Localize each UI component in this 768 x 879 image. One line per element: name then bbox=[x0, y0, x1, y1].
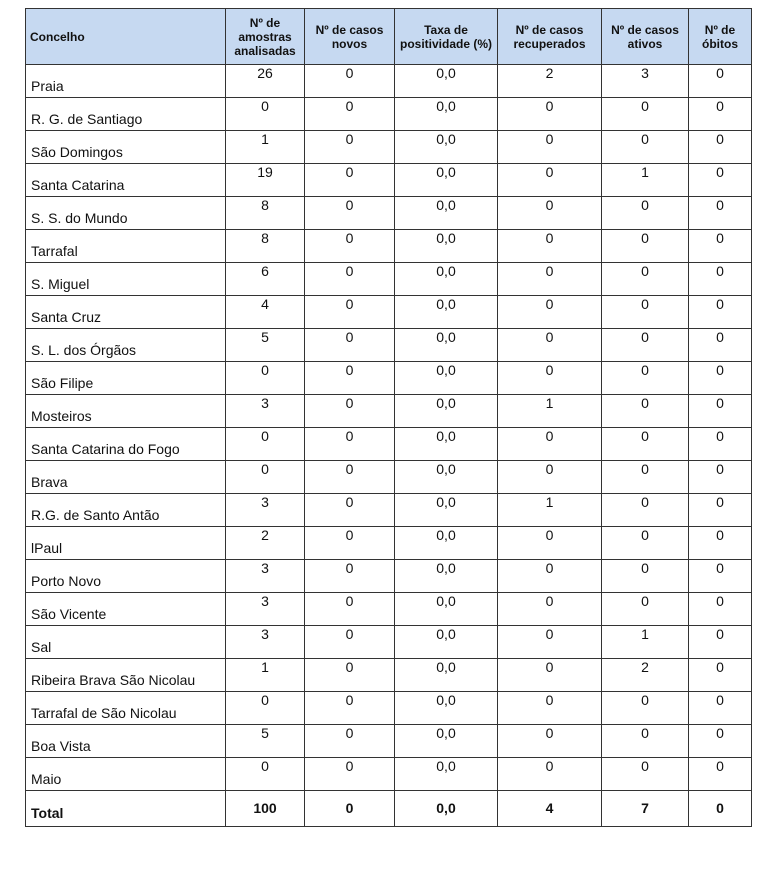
cell-ativos: 0 bbox=[602, 692, 689, 725]
total-cell-taxa: 0,0 bbox=[395, 791, 498, 827]
cell-ativos: 0 bbox=[602, 296, 689, 329]
table-row bbox=[26, 263, 752, 296]
cell-amostras: 19 bbox=[226, 164, 305, 197]
table-row bbox=[26, 560, 752, 593]
cell-recuperados: 0 bbox=[498, 725, 602, 758]
cell-recuperados: 0 bbox=[498, 98, 602, 131]
cell-amostras: 5 bbox=[226, 329, 305, 362]
cell-casos-novos: 0 bbox=[305, 428, 395, 461]
cell-concelho: Sal bbox=[26, 626, 226, 659]
cell-casos-novos: 0 bbox=[305, 659, 395, 692]
cell-recuperados: 1 bbox=[498, 395, 602, 428]
cell-ativos: 0 bbox=[602, 758, 689, 791]
cell-ativos: 0 bbox=[602, 593, 689, 626]
cell-ativos: 0 bbox=[602, 428, 689, 461]
cell-casos-novos: 0 bbox=[305, 692, 395, 725]
table-row bbox=[26, 164, 752, 197]
cell-obitos: 0 bbox=[689, 296, 752, 329]
cell-amostras: 0 bbox=[226, 428, 305, 461]
cell-obitos: 0 bbox=[689, 197, 752, 230]
cell-amostras: 1 bbox=[226, 659, 305, 692]
header-obitos: Nº de óbitos bbox=[689, 9, 752, 65]
total-cell-ativos: 7 bbox=[602, 791, 689, 827]
cell-recuperados: 0 bbox=[498, 197, 602, 230]
cell-obitos: 0 bbox=[689, 329, 752, 362]
total-row bbox=[26, 791, 752, 827]
cell-amostras: 26 bbox=[226, 65, 305, 98]
cell-taxa: 0,0 bbox=[395, 494, 498, 527]
cell-taxa: 0,0 bbox=[395, 263, 498, 296]
total-cell-recuperados: 4 bbox=[498, 791, 602, 827]
cell-casos-novos: 0 bbox=[305, 725, 395, 758]
cell-concelho: São Filipe bbox=[26, 362, 226, 395]
cell-taxa: 0,0 bbox=[395, 395, 498, 428]
cell-amostras: 0 bbox=[226, 98, 305, 131]
table-row bbox=[26, 428, 752, 461]
cell-recuperados: 0 bbox=[498, 758, 602, 791]
cell-concelho: Boa Vista bbox=[26, 725, 226, 758]
cell-ativos: 0 bbox=[602, 230, 689, 263]
table-header-row bbox=[26, 9, 752, 65]
cell-ativos: 0 bbox=[602, 527, 689, 560]
cell-taxa: 0,0 bbox=[395, 593, 498, 626]
cell-concelho: Mosteiros bbox=[26, 395, 226, 428]
cell-ativos: 0 bbox=[602, 725, 689, 758]
cell-ativos: 0 bbox=[602, 494, 689, 527]
cell-recuperados: 0 bbox=[498, 692, 602, 725]
cell-amostras: 1 bbox=[226, 131, 305, 164]
table-row bbox=[26, 296, 752, 329]
cell-ativos: 2 bbox=[602, 659, 689, 692]
cell-recuperados: 0 bbox=[498, 296, 602, 329]
cell-taxa: 0,0 bbox=[395, 560, 498, 593]
cell-concelho: Porto Novo bbox=[26, 560, 226, 593]
cell-amostras: 0 bbox=[226, 758, 305, 791]
cell-amostras: 3 bbox=[226, 626, 305, 659]
cell-concelho: Santa Catarina bbox=[26, 164, 226, 197]
cell-obitos: 0 bbox=[689, 725, 752, 758]
cell-ativos: 0 bbox=[602, 197, 689, 230]
table-row bbox=[26, 692, 752, 725]
cell-casos-novos: 0 bbox=[305, 593, 395, 626]
cell-casos-novos: 0 bbox=[305, 626, 395, 659]
cell-ativos: 0 bbox=[602, 98, 689, 131]
cell-recuperados: 0 bbox=[498, 527, 602, 560]
cell-amostras: 3 bbox=[226, 560, 305, 593]
cell-casos-novos: 0 bbox=[305, 494, 395, 527]
cell-concelho: R.G. de Santo Antão bbox=[26, 494, 226, 527]
cell-taxa: 0,0 bbox=[395, 461, 498, 494]
table-row bbox=[26, 230, 752, 263]
cell-obitos: 0 bbox=[689, 131, 752, 164]
cell-obitos: 0 bbox=[689, 230, 752, 263]
cell-taxa: 0,0 bbox=[395, 758, 498, 791]
cell-obitos: 0 bbox=[689, 560, 752, 593]
header-casos-recuperados: Nº de casos recuperados bbox=[498, 9, 602, 65]
cell-ativos: 0 bbox=[602, 560, 689, 593]
cell-casos-novos: 0 bbox=[305, 65, 395, 98]
cell-amostras: 6 bbox=[226, 263, 305, 296]
table-row bbox=[26, 362, 752, 395]
cell-recuperados: 0 bbox=[498, 626, 602, 659]
table-row bbox=[26, 725, 752, 758]
cell-concelho: S. S. do Mundo bbox=[26, 197, 226, 230]
cell-taxa: 0,0 bbox=[395, 164, 498, 197]
cell-casos-novos: 0 bbox=[305, 131, 395, 164]
cell-taxa: 0,0 bbox=[395, 362, 498, 395]
cell-casos-novos: 0 bbox=[305, 230, 395, 263]
cell-taxa: 0,0 bbox=[395, 527, 498, 560]
cell-casos-novos: 0 bbox=[305, 527, 395, 560]
cell-taxa: 0,0 bbox=[395, 725, 498, 758]
cell-taxa: 0,0 bbox=[395, 296, 498, 329]
cell-amostras: 5 bbox=[226, 725, 305, 758]
table-row bbox=[26, 98, 752, 131]
cell-casos-novos: 0 bbox=[305, 296, 395, 329]
table-row bbox=[26, 65, 752, 98]
cell-concelho: São Vicente bbox=[26, 593, 226, 626]
header-taxa-positividade: Taxa de positividade (%) bbox=[395, 9, 498, 65]
cell-taxa: 0,0 bbox=[395, 131, 498, 164]
cell-obitos: 0 bbox=[689, 395, 752, 428]
cell-ativos: 0 bbox=[602, 395, 689, 428]
cell-taxa: 0,0 bbox=[395, 65, 498, 98]
cell-recuperados: 0 bbox=[498, 263, 602, 296]
table-row bbox=[26, 329, 752, 362]
cell-casos-novos: 0 bbox=[305, 362, 395, 395]
cell-ativos: 3 bbox=[602, 65, 689, 98]
cell-taxa: 0,0 bbox=[395, 230, 498, 263]
table-row bbox=[26, 527, 752, 560]
cell-casos-novos: 0 bbox=[305, 395, 395, 428]
cell-amostras: 0 bbox=[226, 362, 305, 395]
cell-concelho: Santa Catarina do Fogo bbox=[26, 428, 226, 461]
cell-concelho: S. L. dos Órgãos bbox=[26, 329, 226, 362]
cell-obitos: 0 bbox=[689, 98, 752, 131]
cell-amostras: 2 bbox=[226, 527, 305, 560]
cell-obitos: 0 bbox=[689, 527, 752, 560]
cell-casos-novos: 0 bbox=[305, 197, 395, 230]
cell-taxa: 0,0 bbox=[395, 428, 498, 461]
cell-casos-novos: 0 bbox=[305, 263, 395, 296]
cell-recuperados: 0 bbox=[498, 560, 602, 593]
table-row bbox=[26, 461, 752, 494]
cell-recuperados: 0 bbox=[498, 329, 602, 362]
cell-obitos: 0 bbox=[689, 758, 752, 791]
cell-amostras: 0 bbox=[226, 692, 305, 725]
cell-recuperados: 0 bbox=[498, 230, 602, 263]
cell-amostras: 0 bbox=[226, 461, 305, 494]
table-body bbox=[26, 65, 752, 827]
cell-ativos: 0 bbox=[602, 329, 689, 362]
cell-concelho: lPaul bbox=[26, 527, 226, 560]
cell-ativos: 1 bbox=[602, 164, 689, 197]
total-cell-concelho: Total bbox=[26, 791, 226, 827]
total-cell-casos-novos: 0 bbox=[305, 791, 395, 827]
cell-ativos: 0 bbox=[602, 362, 689, 395]
cell-taxa: 0,0 bbox=[395, 98, 498, 131]
cell-concelho: R. G. de Santiago bbox=[26, 98, 226, 131]
cell-obitos: 0 bbox=[689, 65, 752, 98]
header-amostras: Nº de amostras analisadas bbox=[226, 9, 305, 65]
cell-taxa: 0,0 bbox=[395, 329, 498, 362]
cell-casos-novos: 0 bbox=[305, 98, 395, 131]
cell-casos-novos: 0 bbox=[305, 560, 395, 593]
cell-recuperados: 0 bbox=[498, 131, 602, 164]
cell-amostras: 3 bbox=[226, 395, 305, 428]
cell-recuperados: 0 bbox=[498, 659, 602, 692]
cell-taxa: 0,0 bbox=[395, 197, 498, 230]
cell-ativos: 1 bbox=[602, 626, 689, 659]
cell-recuperados: 2 bbox=[498, 65, 602, 98]
cell-concelho: São Domingos bbox=[26, 131, 226, 164]
cell-amostras: 4 bbox=[226, 296, 305, 329]
cell-obitos: 0 bbox=[689, 362, 752, 395]
cell-amostras: 8 bbox=[226, 230, 305, 263]
total-cell-amostras: 100 bbox=[226, 791, 305, 827]
cell-taxa: 0,0 bbox=[395, 659, 498, 692]
cell-obitos: 0 bbox=[689, 626, 752, 659]
cell-obitos: 0 bbox=[689, 461, 752, 494]
table-row bbox=[26, 197, 752, 230]
table-row bbox=[26, 131, 752, 164]
table-row bbox=[26, 626, 752, 659]
cell-obitos: 0 bbox=[689, 164, 752, 197]
cell-recuperados: 0 bbox=[498, 593, 602, 626]
cell-taxa: 0,0 bbox=[395, 626, 498, 659]
header-casos-ativos: Nº de casos ativos bbox=[602, 9, 689, 65]
cell-amostras: 8 bbox=[226, 197, 305, 230]
cell-concelho: Maio bbox=[26, 758, 226, 791]
cell-concelho: S. Miguel bbox=[26, 263, 226, 296]
cell-ativos: 0 bbox=[602, 461, 689, 494]
header-concelho: Concelho bbox=[26, 9, 226, 65]
cell-concelho: Ribeira Brava São Nicolau bbox=[26, 659, 226, 692]
cell-concelho: Tarrafal bbox=[26, 230, 226, 263]
header-casos-novos: Nº de casos novos bbox=[305, 9, 395, 65]
cell-concelho: Brava bbox=[26, 461, 226, 494]
table-row bbox=[26, 494, 752, 527]
table-row bbox=[26, 395, 752, 428]
cell-obitos: 0 bbox=[689, 692, 752, 725]
cell-casos-novos: 0 bbox=[305, 758, 395, 791]
covid-data-table bbox=[25, 8, 752, 827]
cell-amostras: 3 bbox=[226, 593, 305, 626]
cell-taxa: 0,0 bbox=[395, 692, 498, 725]
cell-obitos: 0 bbox=[689, 494, 752, 527]
cell-recuperados: 0 bbox=[498, 428, 602, 461]
cell-obitos: 0 bbox=[689, 659, 752, 692]
total-cell-obitos: 0 bbox=[689, 791, 752, 827]
cell-obitos: 0 bbox=[689, 428, 752, 461]
cell-obitos: 0 bbox=[689, 263, 752, 296]
cell-concelho: Praia bbox=[26, 65, 226, 98]
cell-amostras: 3 bbox=[226, 494, 305, 527]
table-row bbox=[26, 593, 752, 626]
cell-ativos: 0 bbox=[602, 131, 689, 164]
cell-concelho: Tarrafal de São Nicolau bbox=[26, 692, 226, 725]
cell-recuperados: 0 bbox=[498, 461, 602, 494]
cell-casos-novos: 0 bbox=[305, 461, 395, 494]
cell-casos-novos: 0 bbox=[305, 164, 395, 197]
table-row bbox=[26, 758, 752, 791]
cell-concelho: Santa Cruz bbox=[26, 296, 226, 329]
cell-recuperados: 1 bbox=[498, 494, 602, 527]
table-row bbox=[26, 659, 752, 692]
cell-obitos: 0 bbox=[689, 593, 752, 626]
cell-recuperados: 0 bbox=[498, 164, 602, 197]
cell-ativos: 0 bbox=[602, 263, 689, 296]
cell-recuperados: 0 bbox=[498, 362, 602, 395]
cell-casos-novos: 0 bbox=[305, 329, 395, 362]
